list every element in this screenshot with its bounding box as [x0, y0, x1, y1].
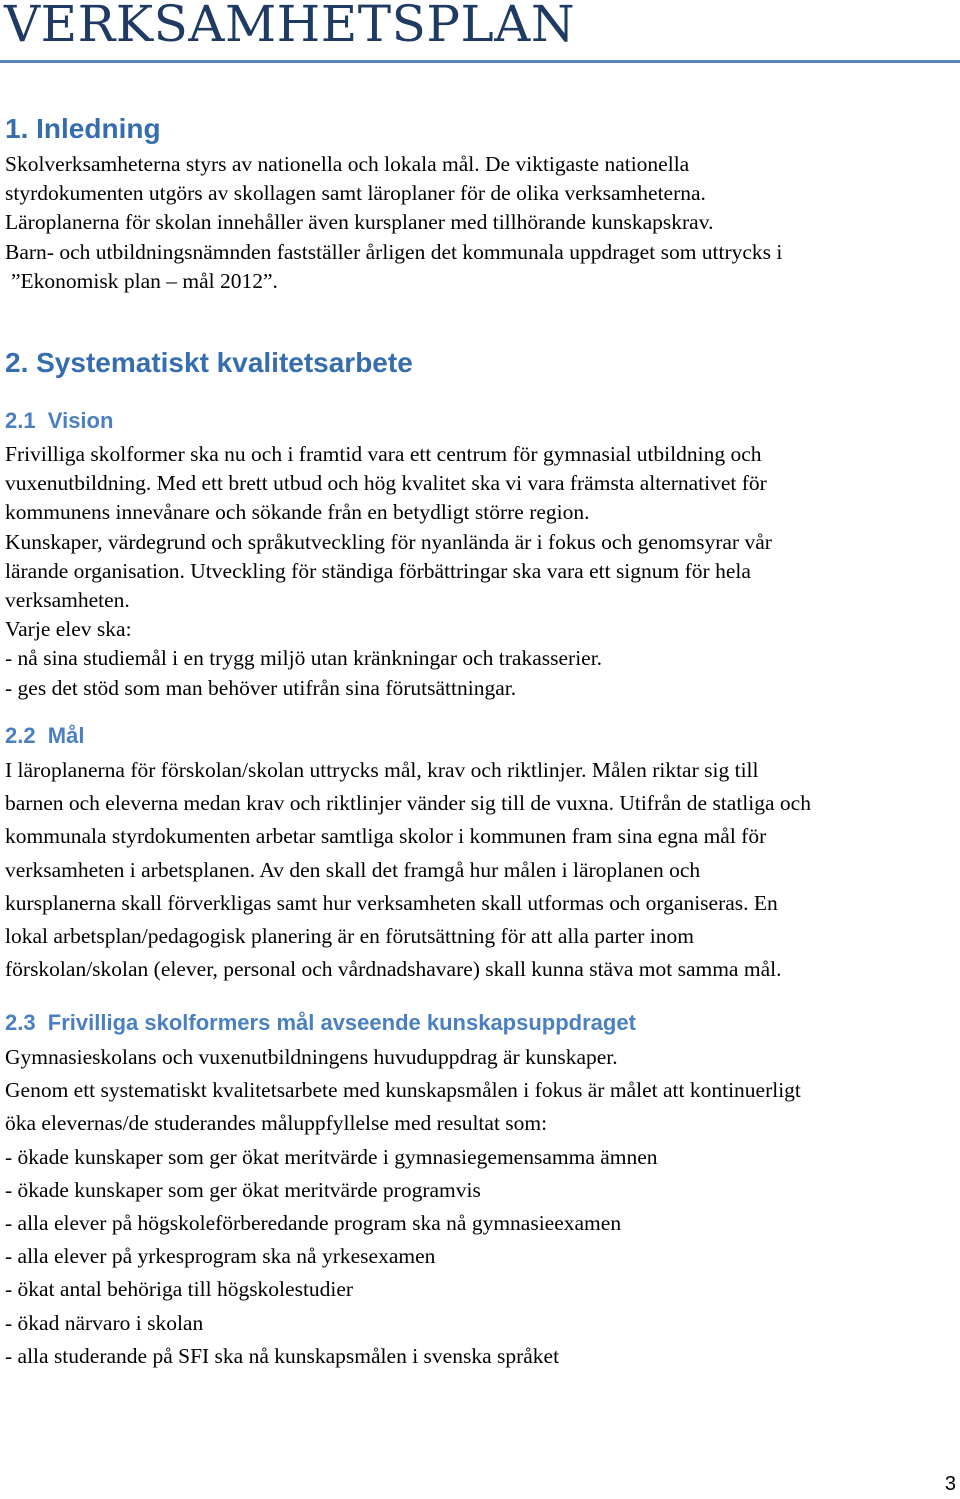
subsection-heading-mal: 2.2 Mål [5, 723, 85, 748]
list-item: - ökat antal behöriga till högskolestudier [5, 1277, 354, 1302]
text-line: kursplanerna skall förverkligas samt hur verksamheten skall utformas och organiseras. En [5, 890, 778, 915]
list-item: - ökade kunskaper som ger ökat meritvärde i gymnasiegemensamma ämnen [5, 1144, 658, 1169]
text-line: lärande organisation. Utveckling för ständiga förbättringar ska vara ett signum för hela [5, 558, 751, 583]
title-divider [0, 60, 960, 63]
list-item: - ökade kunskaper som ger ökat meritvärde programvis [5, 1177, 481, 1202]
list-item: - nå sina studiemål i en trygg miljö utan kränkningar och trakasserier. [5, 646, 603, 671]
text-line: kommunala styrdokumenten arbetar samtliga skolor i kommunen fram sina egna mål för [5, 824, 767, 849]
text-line: I läroplanerna för förskolan/skolan uttrycks mål, krav och riktlinjer. Målen riktar sig till [5, 758, 759, 782]
text-line: Gymnasieskolans och vuxenutbildningens huvuduppdrag är kunskaper. [5, 1045, 618, 1069]
text-line: kommunens innevånare och sökande från en betydligt större region. [5, 500, 590, 525]
text-line: Frivilliga skolformer ska nu och i framtid vara ett centrum för gymnasial utbildning och [5, 442, 762, 466]
text-line: Barn- och utbildningsnämnden fastställer årligen det kommunala uppdraget som uttrycks i [5, 239, 783, 264]
section-heading-inledning: 1. Inledning [5, 113, 161, 144]
text-line: förskolan/skolan (elever, personal och vårdnadshavare) skall kunna stäva mot samma mål. [5, 957, 782, 982]
text-line: Varje elev ska: [5, 617, 132, 642]
subsection-heading-kunskapsuppdraget: 2.3 Frivilliga skolformers mål avseende kunskapsuppdraget [5, 1010, 636, 1035]
document-title: VERKSAMHETSPLAN [4, 0, 576, 53]
list-item: - alla elever på yrkesprogram ska nå yrkesexamen [5, 1244, 436, 1269]
text-line: vuxenutbildning. Med ett brett utbud och hög kvalitet ska vi vara främsta alternativet för [5, 471, 767, 496]
text-line: verksamheten i arbetsplanen. Av den skall det framgå hur målen i läroplanen och [5, 857, 701, 882]
text-line: barnen och eleverna medan krav och riktlinjer vänder sig till de vuxna. Utifrån de statliga och [5, 791, 811, 816]
text-line: öka elevernas/de studerandes måluppfyllelse med resultat som: [5, 1111, 548, 1136]
text-line: Läroplanerna för skolan innehåller även kursplaner med tillhörande kunskapskrav. [5, 210, 714, 235]
paragraph-kunskapsuppdraget [5, 1041, 801, 1373]
text-line: styrdokumenten utgörs av skollagen samt läroplaner för de olika verksamheterna. [5, 181, 706, 206]
list-item: - alla studerande på SFI ska nå kunskapsmålen i svenska språket [5, 1343, 560, 1368]
text-line: Genom ett systematiskt kvalitetsarbete med kunskapsmålen i fokus är målet att kontinuerligt [5, 1078, 801, 1103]
list-item: - ges det stöd som man behöver utifrån sina förutsättningar. [5, 675, 517, 700]
page-number: 3 [944, 1473, 956, 1495]
text-line: Kunskaper, värdegrund och språkutveckling för nyanlända är i fokus och genomsyrar vår [5, 529, 772, 554]
text-line: lokal arbetsplan/pedagogisk planering är en förutsättning för att alla parter inom [5, 924, 694, 949]
subsection-heading-vision: 2.1 Vision [5, 408, 114, 433]
list-item: - alla elever på högskoleförberedande program ska nå gymnasieexamen [5, 1211, 622, 1236]
list-item: - ökad närvaro i skolan [5, 1310, 204, 1335]
paragraph-inledning [5, 150, 782, 296]
section-heading-systematiskt-kvalitetsarbete: 2. Systematiskt kvalitetsarbete [5, 347, 413, 378]
text-line: verksamheten. [5, 588, 130, 613]
text-line: ”Ekonomisk plan – mål 2012”. [11, 268, 278, 293]
paragraph-vision [5, 440, 772, 703]
paragraph-mal [5, 754, 811, 986]
text-line: Skolverksamheterna styrs av nationella och lokala mål. De viktigaste nationella [5, 152, 690, 176]
